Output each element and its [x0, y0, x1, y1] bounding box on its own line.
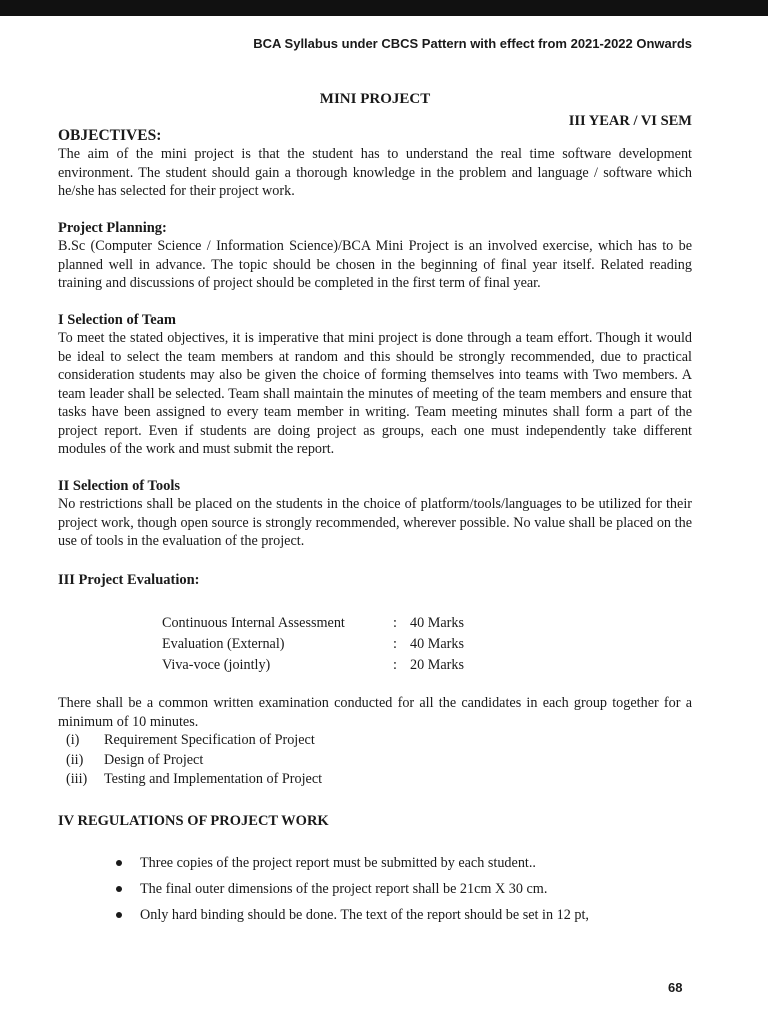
marks-criterion: Evaluation (External)	[162, 636, 285, 652]
list-item-text: Only hard binding should be done. The text of the report should be set in 12 pt,	[140, 907, 589, 923]
bullet-icon	[116, 860, 122, 866]
list-item-text: Requirement Specification of Project	[104, 732, 315, 748]
team-text: To meet the stated objectives, it is imperative that mini project is done through a team effort. Though it would be ideal to select the team members at random and this should be strongly recommended, due to practical consideration students may also be given the choice of forming themselves into teams with Two members. A team leader shall be selected. Team shall maintain the minutes of meeting of the team members and ensure that tasks have been assigned to every team member in writing. Team meeting minutes shall form a part of the project report. Even if students are doing project as groups, each one must independently take different modules of the work and must submit the report.	[58, 330, 692, 457]
list-item-number: (ii)	[66, 751, 84, 768]
year-semester: III YEAR / VI SEM	[568, 113, 692, 129]
tools-text: No restrictions shall be placed on the students in the choice of platform/tools/languages to be utilized for their project work, though open source is strongly recommended, wherever possible. No value shall be placed on the use of tools in the evaluation of the project.	[58, 496, 692, 549]
objectives-text: The aim of the mini project is that the student has to understand the real time software development environment. The student should gain a thorough knowledge in the problem and language / software which he/she has selected for their project work.	[58, 146, 692, 199]
list-item	[66, 770, 692, 790]
regulations-heading: IV REGULATIONS OF PROJECT WORK	[58, 812, 329, 829]
marks-separator: :	[393, 657, 397, 673]
running-header: BCA Syllabus under CBCS Pattern with effect from 2021-2022 Onwards	[253, 36, 692, 51]
planning-heading: Project Planning:	[58, 219, 167, 236]
list-item	[116, 850, 692, 876]
bullet-icon	[116, 886, 122, 892]
exam-items-list	[58, 731, 692, 790]
marks-value: 40 Marks	[410, 615, 464, 631]
list-item	[116, 876, 692, 902]
objectives-heading: OBJECTIVES:	[58, 126, 162, 144]
list-item-text: Design of Project	[104, 751, 204, 768]
list-item-text: Testing and Implementation of Project	[104, 771, 323, 787]
list-item-number: (iii)	[66, 771, 88, 787]
list-item	[66, 731, 692, 751]
marks-criterion: Continuous Internal Assessment	[162, 615, 345, 631]
list-item-number: (i)	[66, 732, 80, 748]
list-item-text: The final outer dimensions of the project report shall be 21cm X 30 cm.	[140, 881, 548, 897]
bullet-icon	[116, 912, 122, 918]
scan-edge-bar	[0, 0, 768, 16]
marks-row	[162, 655, 464, 676]
marks-separator: :	[393, 615, 397, 631]
marks-row	[162, 634, 464, 655]
regulations-list	[116, 850, 692, 928]
marks-separator: :	[393, 636, 397, 652]
marks-row	[162, 613, 464, 634]
marks-criterion: Viva-voce (jointly)	[162, 657, 271, 673]
tools-heading: II Selection of Tools	[58, 477, 181, 494]
marks-value: 20 Marks	[410, 657, 464, 673]
document-page	[58, 30, 692, 928]
page-number: 68	[668, 980, 683, 995]
marks-table	[162, 613, 464, 676]
planning-text: B.Sc (Computer Science / Information Science)/BCA Mini Project is an involved exercise, which has to be planned well in advance. The topic should be chosen in the beginning of final year itself. Related reading training and discussions of project should be completed in the first term of final year.	[58, 238, 692, 291]
evaluation-heading: III Project Evaluation:	[58, 571, 200, 588]
exam-text: There shall be a common written examination conducted for all the candidates in each group together for a minimum of 10 minutes.	[58, 695, 692, 730]
list-item	[66, 751, 692, 771]
marks-value: 40 Marks	[410, 636, 464, 652]
list-item-text: Three copies of the project report must be submitted by each student..	[140, 855, 536, 871]
team-heading: I Selection of Team	[58, 311, 177, 328]
document-title: MINI PROJECT	[319, 90, 431, 107]
list-item	[116, 902, 692, 928]
